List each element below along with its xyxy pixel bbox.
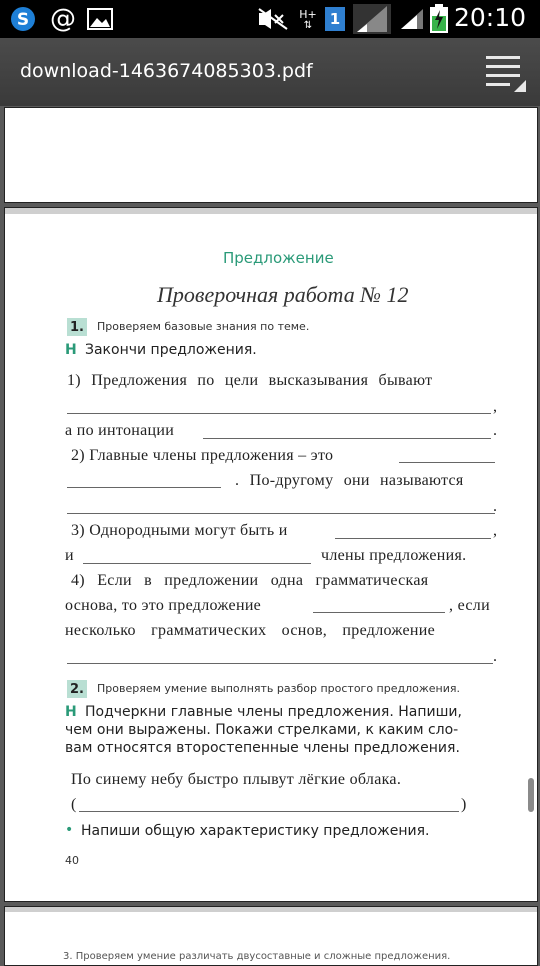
wifi-icon bbox=[398, 5, 426, 33]
text-line: , если bbox=[449, 597, 490, 614]
scan-edge bbox=[5, 208, 537, 214]
paren-close: ) bbox=[461, 796, 467, 813]
pdf-page-next bbox=[4, 906, 538, 966]
bullet-text: Напиши общую характеристику предложения. bbox=[81, 823, 430, 839]
text-line: члены предложения. bbox=[321, 547, 467, 564]
section-heading: Предложение bbox=[223, 249, 334, 267]
answer-line[interactable] bbox=[83, 563, 311, 564]
pdf-page bbox=[4, 207, 538, 902]
answer-line[interactable] bbox=[67, 663, 493, 664]
text-line: . По-другому они называются bbox=[235, 472, 464, 489]
next-page-text: 3. Проверяем умение различать двусоставные и сложные предложения. bbox=[63, 951, 451, 962]
network-type-icon: H+ ⇅ bbox=[299, 7, 317, 31]
task-instruction: Подчеркни главные члены предложения. Напиши, bbox=[85, 704, 462, 720]
task-instruction: чем они выражены. Покажи стрелками, к каким сло- bbox=[65, 722, 459, 738]
answer-line[interactable] bbox=[79, 811, 459, 812]
text-punct: , bbox=[493, 398, 498, 415]
text-line: 4) Если в предложении одна грамматическая bbox=[71, 572, 429, 589]
sim-slot-label: 1 bbox=[325, 7, 345, 31]
at-sign-icon bbox=[48, 5, 78, 33]
svg-text:@: @ bbox=[50, 5, 76, 33]
task-subtitle: Проверяем умение выполнять разбор простого предложения. bbox=[97, 682, 460, 695]
image-icon bbox=[86, 5, 114, 33]
text-line: основа, то это предложение bbox=[65, 597, 262, 614]
answer-line[interactable] bbox=[67, 413, 491, 414]
task-number: 2. bbox=[67, 680, 87, 698]
mute-icon bbox=[256, 5, 290, 33]
example-sentence: По синему небу быстро плывут лёгкие облака. bbox=[71, 771, 402, 788]
page-number: 40 bbox=[65, 854, 79, 867]
answer-line[interactable] bbox=[67, 513, 495, 514]
answer-line[interactable] bbox=[313, 612, 445, 613]
text-line: и bbox=[65, 547, 74, 564]
text-punct: , bbox=[493, 522, 498, 539]
test-title: Проверочная работа № 12 bbox=[157, 282, 409, 307]
battery-icon bbox=[428, 5, 450, 33]
menu-button[interactable] bbox=[486, 52, 526, 94]
bullet-icon: • bbox=[65, 822, 74, 838]
skype-icon bbox=[8, 5, 38, 33]
answer-line[interactable] bbox=[335, 538, 491, 539]
text-punct: . bbox=[493, 422, 498, 439]
answer-line[interactable] bbox=[399, 462, 495, 463]
task-number: 1. bbox=[67, 318, 87, 336]
app-bar bbox=[0, 38, 540, 106]
text-punct: . bbox=[493, 498, 498, 515]
task-instruction: вам относятся второстепенные члены предложения. bbox=[65, 740, 460, 756]
svg-text:S: S bbox=[16, 10, 30, 30]
text-line: 1) Предложения по цели высказывания бывают bbox=[67, 372, 433, 389]
scrollbar-thumb[interactable] bbox=[528, 778, 534, 812]
text-line: а по интонации bbox=[65, 422, 175, 439]
network-type-label: H+ bbox=[299, 7, 317, 21]
document-title: download-1463674085303.pdf bbox=[20, 60, 313, 82]
clock: 20:10 bbox=[453, 3, 526, 32]
task-instruction: Закончи предложения. bbox=[85, 342, 257, 358]
text-line: 3) Однородными могут быть и bbox=[71, 522, 288, 539]
task-marker: Н bbox=[65, 342, 77, 358]
text-line: несколько грамматических основ, предложение bbox=[65, 622, 436, 639]
status-bar bbox=[0, 0, 540, 38]
text-punct: . bbox=[493, 648, 498, 665]
task-marker: Н bbox=[65, 704, 77, 720]
paren-open: ( bbox=[71, 796, 77, 813]
signal-icon bbox=[352, 5, 392, 33]
pdf-page-previous bbox=[4, 107, 538, 203]
answer-line[interactable] bbox=[67, 487, 221, 488]
sim-icon bbox=[324, 5, 346, 33]
answer-line[interactable] bbox=[203, 438, 491, 439]
task-subtitle: Проверяем базовые знания по теме. bbox=[97, 320, 310, 333]
text-line: 2) Главные члены предложения – это bbox=[71, 447, 334, 464]
